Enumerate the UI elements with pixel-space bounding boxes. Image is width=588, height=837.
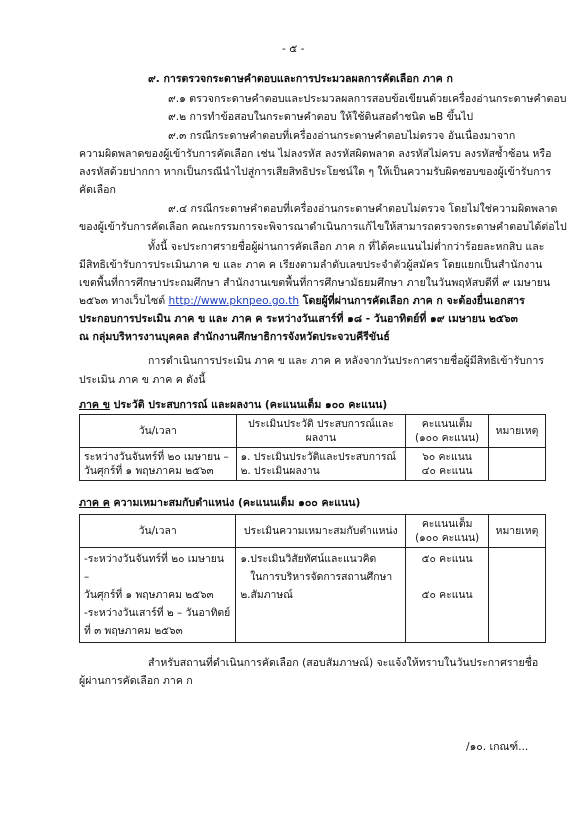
announce-line: มีสิทธิเข้ารับการประเมินภาค ข และ ภาค ค เรียงตามลำดับเลขประจำตัวผู้สมัคร โดยแยกเป็นสำนักงาน xyxy=(79,259,543,271)
table-b xyxy=(79,414,546,481)
item-9-4-line: ของผู้เข้ารับการคัดเลือก คณะกรรมการจะพิจารณาดำเนินการแก้ไขให้สามารถตรวจกระดาษคำตอบได้ต่อไป xyxy=(79,221,567,233)
table-cell-scores: ๖๐ คะแนน ๔๐ คะแนน xyxy=(406,448,489,481)
item-9-3-line: ๙.๓ กรณีกระดาษคำตอบที่เครื่องอ่านกระดาษคำตอบไม่ตรวจ อันเนื่องมาจาก xyxy=(168,130,516,142)
item-9-2: ๙.๒ การทำข้อสอบในกระดาษคำตอบ ให้ใช้ดินสอดำชนิด ๒B ขึ้นไป xyxy=(168,111,474,123)
page-number: - ๕ - xyxy=(282,43,305,55)
table-c xyxy=(79,514,546,643)
website-link[interactable]: http://www.pknpeo.go.th xyxy=(168,295,300,307)
item-9-3-line: ลงรหัสด้วยปากกา หากเป็นกรณีนำไปสู่การเสียสิทธิประโยชน์ใด ๆ ให้เป็นความรับผิดชอบของผู้เข้ารับการ xyxy=(79,166,552,178)
table-cell-note xyxy=(489,548,546,643)
table-header: ประเมินความเหมาะสมกับตำแหน่ง xyxy=(236,515,406,548)
table-c-caption-prefix: ภาค ค xyxy=(79,497,110,509)
venue-line: สำหรับสถานที่ดำเนินการคัดเลือก (สอบสัมภาษณ์) จะแจ้งให้ทราบในวันประกาศรายชื่อ xyxy=(148,657,539,669)
announce-bold-1: โดยผู้ที่ผ่านการคัดเลือก ภาค ก จะต้องยื่นเอกสาร xyxy=(299,295,525,307)
table-cell-items: ๑.ประเมินวิสัยทัศน์และแนวคิด ในการบริหารจัดการสถานศึกษา ๒.สัมภาษณ์ xyxy=(236,548,406,643)
table-header: คะแนนเต็ม (๑๐๐ คะแนน) xyxy=(406,415,489,448)
table-b-caption-prefix: ภาค ข xyxy=(79,399,110,411)
table-cell-scores: ๕๐ คะแนน ๕๐ คะแนน xyxy=(406,548,489,643)
announce-bold-3: ณ กลุ่มบริหารงานบุคคล สำนักงานศึกษาธิการจังหวัดประจวบคีรีขันธ์ xyxy=(79,331,390,343)
table-cell-items: ๑. ประเมินประวัติและประสบการณ์ ๒. ประเมินผลงาน xyxy=(236,448,406,481)
table-header: หมายเหตุ xyxy=(489,415,546,448)
announce-date-prefix: ๒๕๖๓ ทางเว็บไซต์ xyxy=(79,295,169,307)
announce-line: เขตพื้นที่การศึกษาประถมศึกษา สำนักงานเขตพื้นที่การศึกษามัธยมศึกษา ภายในวันพฤหัสบดีที่ ๙ เมษายน xyxy=(79,277,551,289)
table-cell-date: ระหว่างวันจันทร์ที่ ๒๐ เมษายน – วันศุกร์ที่ ๑ พฤษภาคม ๒๕๖๓ xyxy=(80,448,237,481)
table-c-caption xyxy=(79,496,360,510)
item-9-3-line: คัดเลือก xyxy=(79,184,116,196)
eval-line: ประเมิน ภาค ข ภาค ค ดังนี้ xyxy=(79,374,206,386)
announce-bold-2: ประกอบการประเมิน ภาค ข และ ภาค ค ระหว่างวันเสาร์ที่ ๑๘ - วันอาทิตย์ที่ ๑๙ เมษายน ๒๕๖๓ xyxy=(79,313,518,325)
table-header: ประเมินประวัติ ประสบการณ์และ ผลงาน xyxy=(236,415,406,448)
eval-line: การดำเนินการประเมิน ภาค ข และ ภาค ค หลังจากวันประกาศรายชื่อผู้มีสิทธิเข้ารับการ xyxy=(148,355,544,367)
table-row xyxy=(80,448,546,481)
item-9-4-line: ๙.๔ กรณีกระดาษคำตอบที่เครื่องอ่านกระดาษคำตอบไม่ตรวจ โดยไม่ใช่ความผิดพลาด xyxy=(168,203,558,215)
item-9-3-line: ความผิดพลาดของผู้เข้ารับการคัดเลือก เช่น ไม่ลงรหัส ลงรหัสผิดพลาด ลงรหัสไม่ครบ ลงรหัสซ้ำซ้อน หรือ xyxy=(79,148,552,160)
announce-line: ทั้งนี้ จะประกาศรายชื่อผู้ผ่านการคัดเลือก ภาค ก ที่ได้คะแนนไม่ต่ำกว่าร้อยละหกสิบ และ xyxy=(148,241,545,253)
table-row xyxy=(80,548,546,643)
item-9-1: ๙.๑ ตรวจกระดาษคำตอบและประมวลผลการสอบข้อเขียนด้วยเครื่องอ่านกระดาษคำตอบ xyxy=(168,93,567,105)
continued-marker: /๑๐. เกณฑ์... xyxy=(466,741,529,753)
table-header: คะแนนเต็ม (๑๐๐ คะแนน) xyxy=(406,515,489,548)
table-header: วัน/เวลา xyxy=(80,515,236,548)
table-b-caption xyxy=(79,398,387,412)
table-b-header-row xyxy=(80,415,546,448)
announce-website-line xyxy=(79,294,525,308)
table-cell-date: -ระหว่างวันจันทร์ที่ ๒๐ เมษายน – วันศุกร์ที่ ๑ พฤษภาคม ๒๕๖๓ -ระหว่างวันเสาร์ที่ ๒ – วันอาทิตย์ ที่ ๓ พฤษภาคม ๒๕๖๓ xyxy=(80,548,236,643)
table-c-header-row xyxy=(80,515,546,548)
table-b-caption-rest: ประวัติ ประสบการณ์ และผลงาน (คะแนนเต็ม ๑๐๐ คะแนน) xyxy=(109,399,388,411)
venue-line: ผู้ผ่านการคัดเลือก ภาค ก xyxy=(79,675,193,687)
table-header: วัน/เวลา xyxy=(80,415,237,448)
table-cell-note xyxy=(489,448,546,481)
table-header: หมายเหตุ xyxy=(489,515,546,548)
table-c-caption-rest: ความเหมาะสมกับตำแหน่ง (คะแนนเต็ม ๑๐๐ คะแนน) xyxy=(109,497,361,509)
section-9-heading: ๙. การตรวจกระดาษคำตอบและการประมวลผลการคัดเลือก ภาค ก xyxy=(148,73,453,85)
